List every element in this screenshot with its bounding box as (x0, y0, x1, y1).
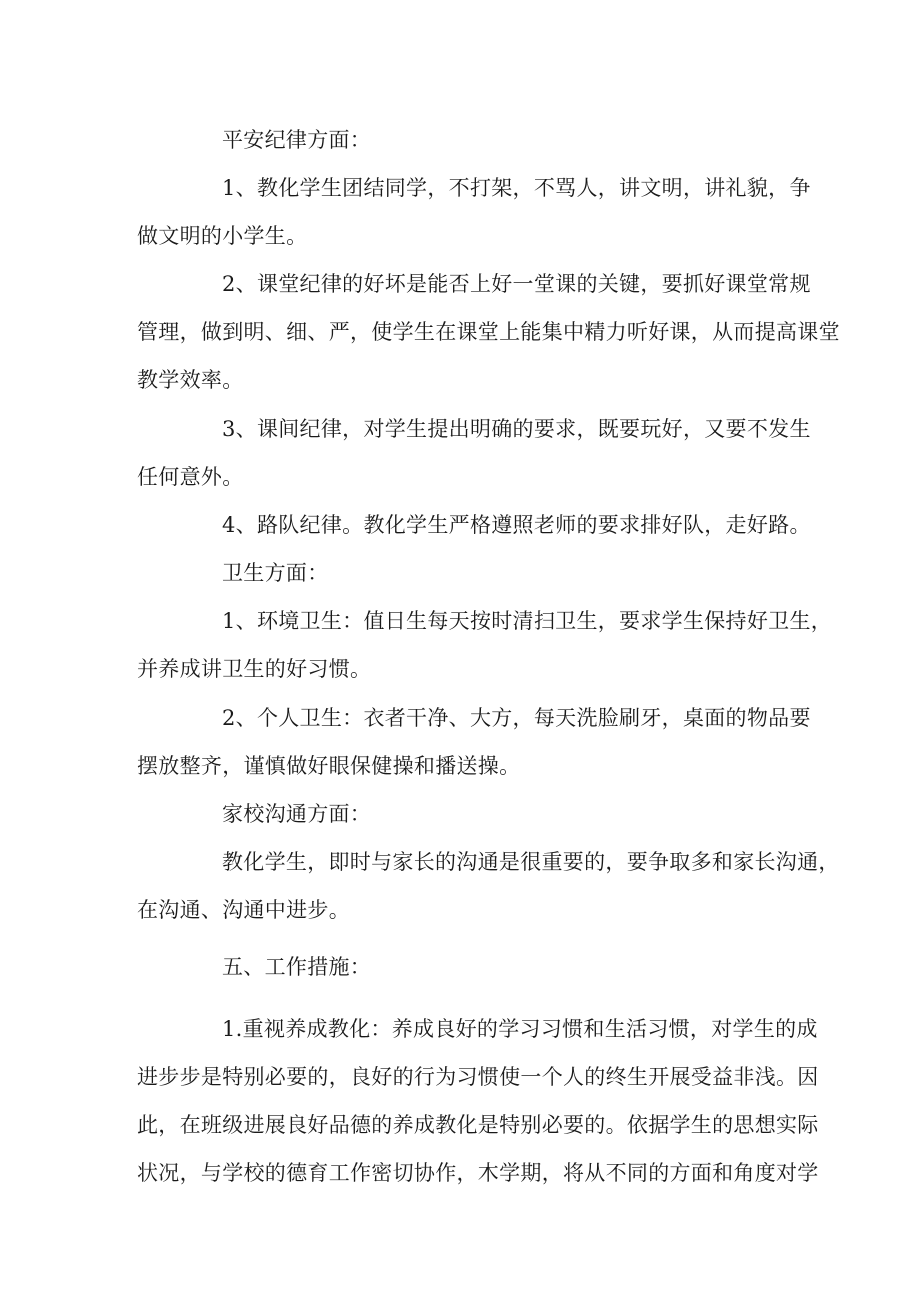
hygiene-item-2-line-2: 摆放整齐，谨慎做好眼保健操和播送操。 (137, 754, 521, 778)
safety-item-2-line-3: 教学效率。 (137, 368, 244, 392)
measures-item-1-line-2: 进步步是特别必要的，良好的行为习惯使一个人的终生开展受益非浅。因 (137, 1065, 819, 1089)
hygiene-item-1-line-1: 1、环境卫生：值日生每天按时清扫卫生，要求学生保持好卫生， (222, 609, 833, 633)
measures-heading: 五、工作措施： (222, 955, 372, 979)
hygiene-item-2-line-1: 2、个人卫生：衣者干净、大方，每天洗脸刷牙，桌面的物品要 (222, 706, 811, 730)
safety-item-3-line-1: 3、课间纪律，对学生提出明确的要求，既要玩好，又要不发生 (222, 417, 811, 441)
hygiene-item-1-line-2: 并养成讲卫生的好习惯。 (137, 657, 372, 681)
safety-item-3-line-2: 任何意外。 (137, 465, 244, 489)
measures-item-1-line-1: 1.重视养成教化：养成良好的学习习惯和生活习惯，对学生的成 (222, 1017, 818, 1041)
safety-item-2-line-1: 2、课堂纪律的好坏是能否上好一堂课的关键，要抓好课堂常规 (222, 272, 811, 296)
safety-item-1-line-1: 1、教化学生团结同学，不打架，不骂人，讲文明，讲礼貌，争 (222, 176, 811, 200)
measures-item-1-line-4: 状况，与学校的德育工作密切协作，木学期，将从不同的方面和角度对学 (137, 1161, 819, 1185)
home-school-heading: 家校沟通方面： (222, 802, 372, 826)
home-school-line-2: 在沟通、沟通中进步。 (137, 898, 350, 922)
home-school-line-1: 教化学生，即时与家长的沟通是很重要的，要争取多和家长沟通， (222, 850, 840, 874)
safety-item-2-line-2: 管理，做到明、细、严，使学生在课堂上能集中精力听好课，从而提高课堂 (137, 320, 840, 344)
safety-item-1-line-2: 做文明的小学生。 (137, 224, 308, 248)
safety-item-4-line-1: 4、路队纪律。教化学生严格遵照老师的要求排好队，走好路。 (222, 513, 811, 537)
measures-item-1-line-3: 此，在班级进展良好品德的养成教化是特别必要的。依据学生的思想实际 (137, 1113, 819, 1137)
hygiene-heading: 卫生方面： (222, 561, 329, 585)
safety-heading: 平安纪律方面： (222, 128, 372, 152)
